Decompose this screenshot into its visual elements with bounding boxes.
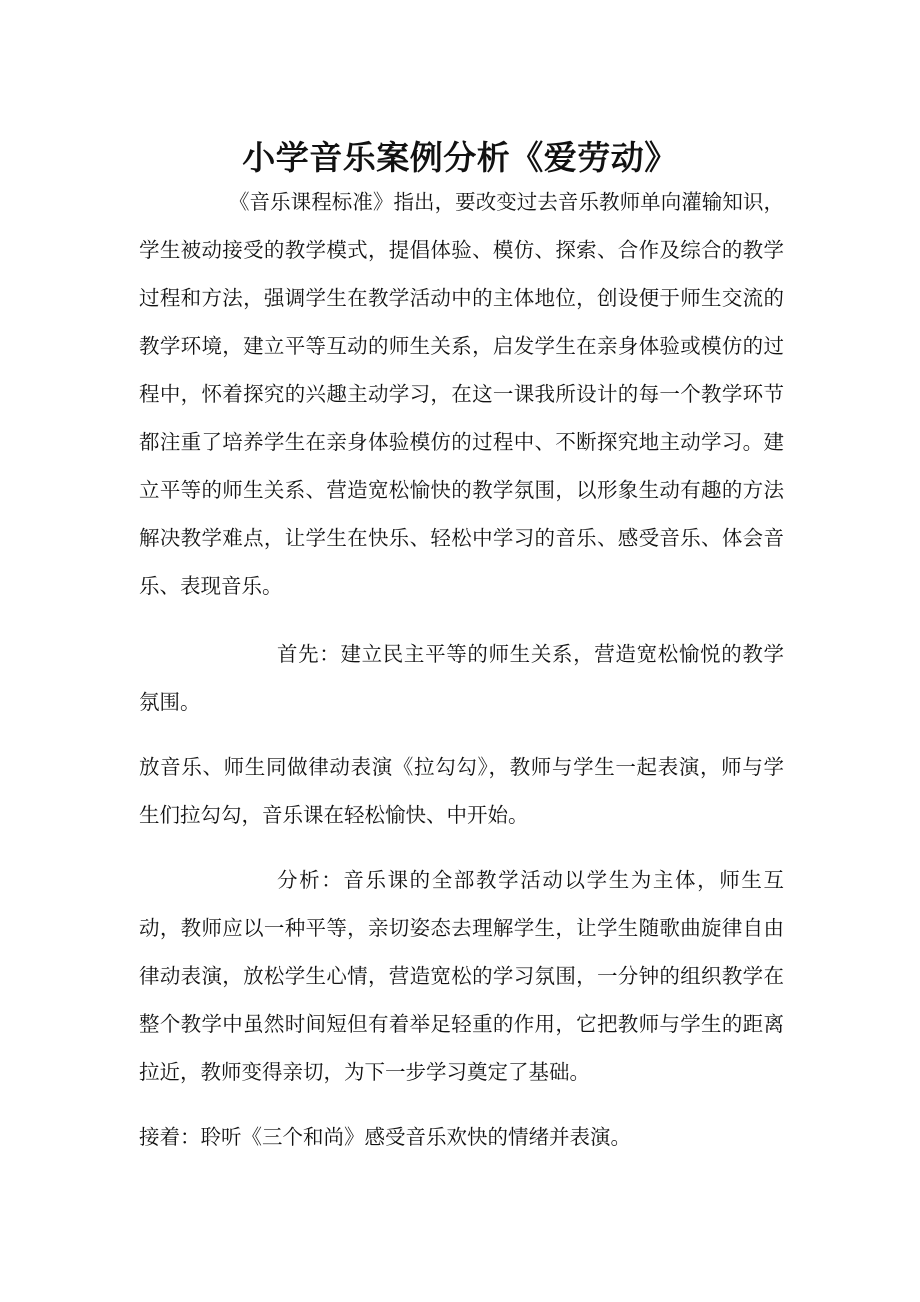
document-title: 小学音乐案例分析《爱劳动》 <box>242 138 678 178</box>
paragraph-activity: 放音乐、师生同做律动表演《拉勾勾》，教师与学生一起表演，师与学生们拉勾勾，音乐课在轻松愉快、中开始。 <box>139 755 784 827</box>
paragraph-analysis: 分析：音乐课的全部教学活动以学生为主体，师生互动，教师应以一种平等，亲切姿态去理解学生，让学生随歌曲旋律自由律动表演，放松学生心情，营造宽松的学习氛围，一分钟的组织教学在整个教学中虽然时间短但有着举足轻重的作用，它把教师与学生的距离拉近，教师变得亲切，为下一步学习奠定了基础。 <box>139 868 784 1084</box>
paragraph-intro: 《音乐课程标准》指出，要改变过去音乐教师单向灌输知识，学生被动接受的教学模式，提倡体验、模仿、探索、合作及综合的教学过程和方法，强调学生在教学活动中的主体地位，创设便于师生交流的教学环境，建立平等互动的师生关系，启发学生在亲身体验或模仿的过程中，怀着探究的兴趣主动学习，在这一课我所设计的每一个教学环节都注重了培养学生在亲身体验模仿的过程中、不断探究地主动学习。建立平等的师生关系、营造宽松愉快的教学氛围，以形象生动有趣的方法解决教学难点，让学生在快乐、轻松中学习的音乐、感受音乐、体会音乐、表现音乐。 <box>139 190 784 598</box>
paragraph-first: 首先：建立民主平等的师生关系，营造宽松愉悦的教学氛围。 <box>139 642 784 714</box>
paragraph-next: 接着：聆听《三个和尚》感受音乐欢快的情绪并表演。 <box>139 1125 631 1149</box>
